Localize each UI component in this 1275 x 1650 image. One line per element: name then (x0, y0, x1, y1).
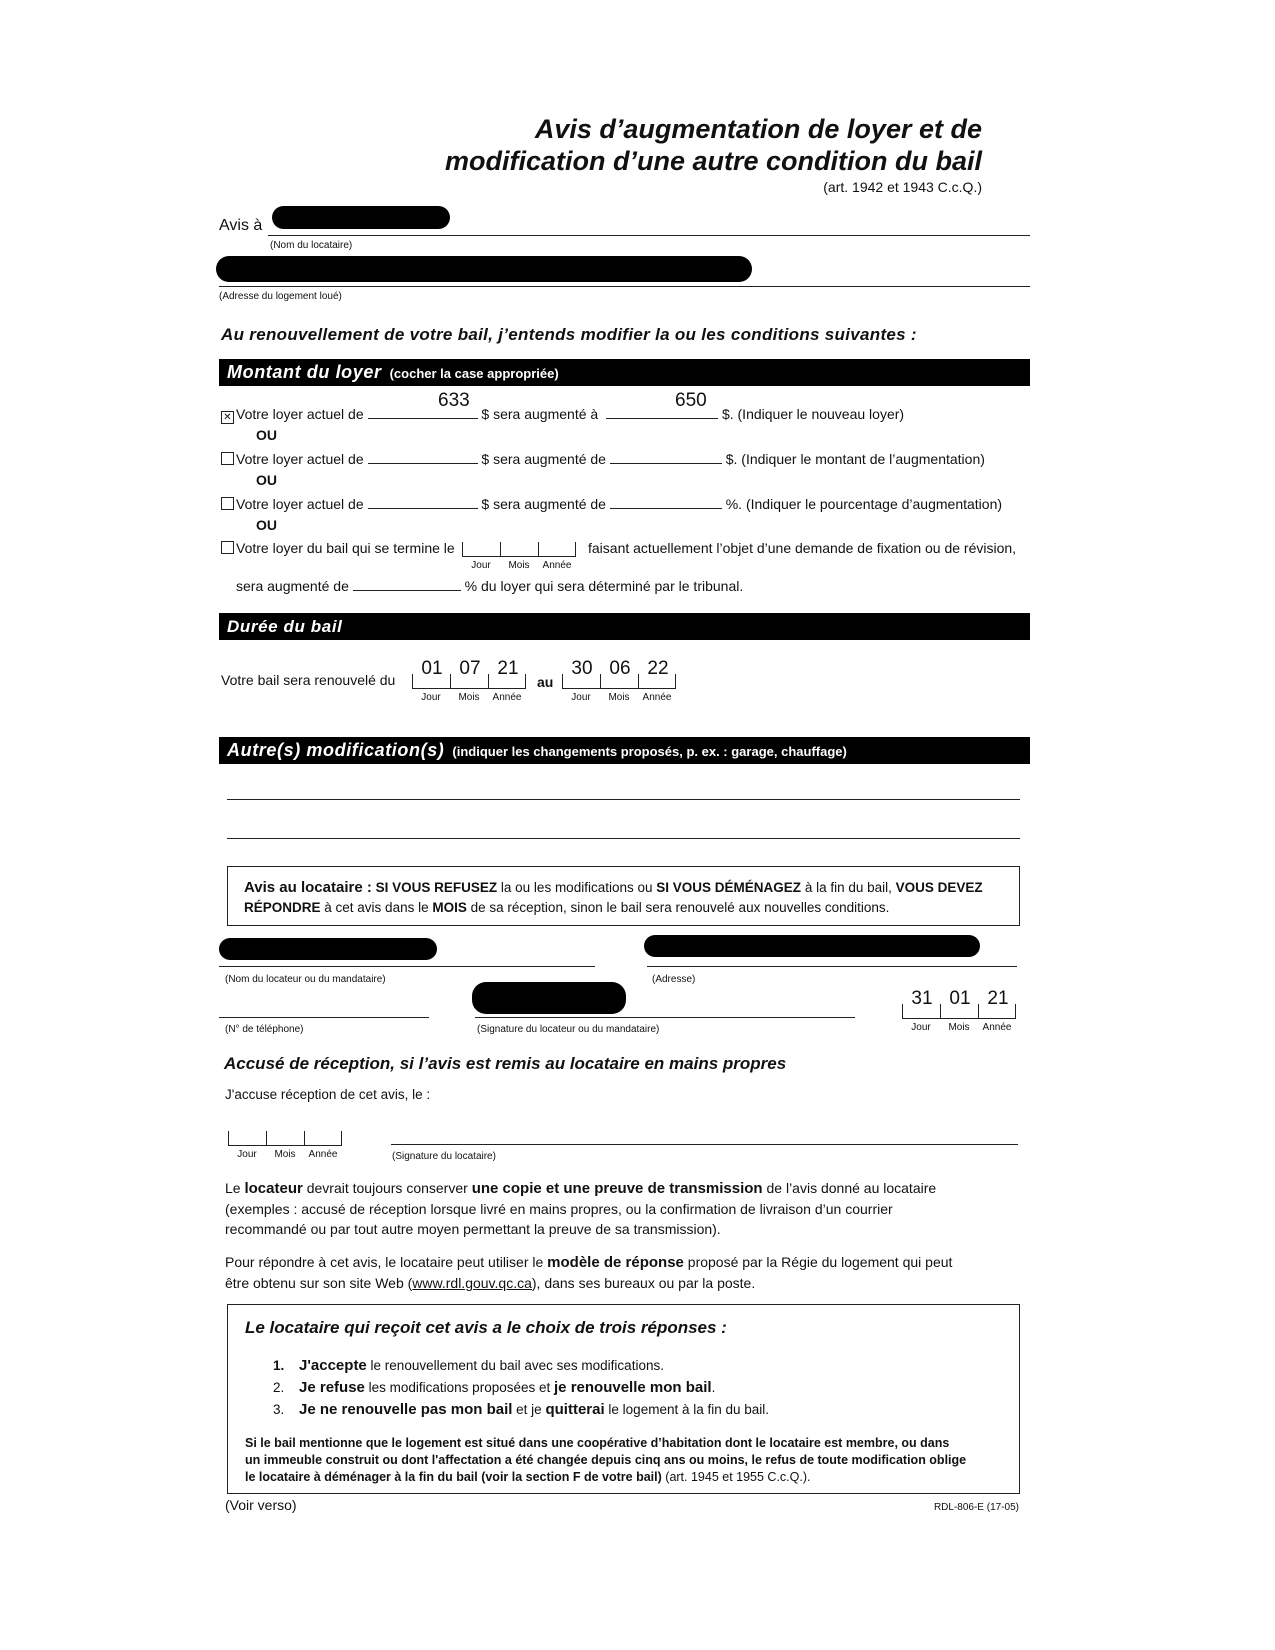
rent-option-2-current-field[interactable] (368, 451, 478, 464)
notice-text-4: de sa réception, sinon le bail sera renouvelé aux nouvelles conditions. (470, 900, 890, 915)
notice-month: MOIS (432, 900, 467, 915)
response-model-paragraph (225, 1252, 1018, 1294)
rent-option-2-checkbox[interactable] (221, 452, 234, 465)
redaction-tenant-address (216, 256, 752, 282)
rent-option-4-line2-prefix: sera augmenté de (236, 578, 349, 594)
choice-2 (273, 1379, 715, 1396)
date-caption-month: Mois (608, 692, 630, 703)
redaction-landlord-signature (472, 982, 626, 1014)
landlord-address-field[interactable] (647, 966, 1017, 967)
rent-option-4-checkbox[interactable] (221, 541, 234, 554)
date-caption-year: Année (982, 1022, 1012, 1033)
choice-2-refuse: Je refuse (299, 1379, 365, 1396)
date-caption-day: Jour (421, 692, 441, 703)
ou-2: OU (256, 472, 277, 488)
date-caption-month: Mois (458, 692, 480, 703)
lease-end-date[interactable] (562, 658, 676, 703)
footnote-line-1: Si le bail mentionne que le logement est situé dans une coopérative d’habitation dont le locataire est membre, ou dans (245, 1436, 950, 1450)
para1-copy-proof: une copie et une preuve de transmission (471, 1180, 763, 1197)
choice-1 (273, 1357, 664, 1374)
landlord-signature-field[interactable] (475, 1017, 855, 1018)
receipt-date[interactable] (228, 1123, 342, 1160)
para1-c: devrait toujours conserver (306, 1180, 468, 1196)
para2-model: modèle de réponse (547, 1254, 684, 1271)
choices-title: Le locataire qui reçoit cet avis a le choix de trois réponses : (245, 1318, 727, 1337)
other-section-title: Autre(s) modification(s) (227, 740, 445, 760)
duration-section-header (219, 613, 1030, 640)
end-day: 30 (571, 658, 593, 679)
rent-section-header (219, 359, 1030, 386)
date-caption-year: Année (642, 692, 672, 703)
date-caption-month: Mois (948, 1022, 970, 1033)
form-title-ref: (art. 1942 et 1943 C.c.Q.) (823, 179, 982, 195)
form-title-line1: Avis d’augmentation de loyer et de (534, 114, 982, 144)
footnote-line-3: le locataire à déménager à la fin du bail (voir la section F de votre bail) (245, 1470, 662, 1484)
redaction-landlord-name (219, 938, 437, 960)
ou-3: OU (256, 517, 277, 533)
choice-3-leave: quitterai (545, 1401, 605, 1418)
notice-label: Avis au locataire : (244, 879, 372, 896)
notice-text-3: à cet avis dans le (324, 900, 429, 915)
tenant-name-field[interactable] (268, 235, 1030, 236)
landlord-name-field[interactable] (219, 966, 595, 967)
date-caption-year: Année (308, 1149, 338, 1160)
choice-2-period: . (711, 1380, 716, 1395)
rent-option-3-mid: $ sera augmenté de (481, 496, 606, 512)
footnote-line-2: un immeuble construit ou dont l'affectation a été changée depuis cinq ans ou moins, le refus de toute modification oblige (245, 1453, 967, 1467)
rent-option-3-prefix: Votre loyer actuel de (236, 496, 364, 512)
date-caption-day: Jour (911, 1022, 931, 1033)
rent-option-3-checkbox[interactable] (221, 497, 234, 510)
landlord-phone-field[interactable] (219, 1017, 429, 1018)
date-caption-day: Jour (471, 560, 491, 571)
choices-footnote (245, 1435, 966, 1486)
other-section-header (219, 737, 1030, 764)
notice-must: VOUS DEVEZ (895, 880, 983, 895)
para1-a: Le (225, 1180, 241, 1196)
rent-option-3-suffix: %. (Indiquer le pourcentage d’augmentation) (725, 496, 1003, 512)
para2-a: Pour répondre à cet avis, le locataire peut utiliser le (225, 1254, 544, 1270)
rent-option-3-current-field[interactable] (368, 496, 478, 509)
choice-1-number: 1. (273, 1358, 285, 1373)
new-rent-value: 650 (675, 390, 707, 411)
start-day: 01 (421, 658, 443, 679)
tenant-signature-field[interactable] (391, 1144, 1018, 1145)
para1-line3: recommandé ou par tout autre moyen permettant la preuve de sa transmission). (225, 1221, 721, 1237)
receipt-label: J'accuse réception de cet avis, le : (225, 1087, 431, 1102)
rent-option-4-line2-suffix: % du loyer qui sera déterminé par le tribunal. (464, 578, 744, 594)
landlord-signature-caption: (Signature du locateur ou du mandataire) (477, 1024, 660, 1035)
rent-option-1 (221, 406, 904, 424)
rent-option-4-line2 (236, 578, 743, 594)
voir-verso: (Voir verso) (225, 1497, 297, 1513)
start-year: 21 (497, 658, 519, 679)
para1-line2: (exemples : accusé de réception lorsque livré en mains propres, ou la confirmation de livraison d’un courrier (225, 1201, 893, 1217)
lease-start-date[interactable] (412, 658, 526, 703)
notice-refuse: SI VOUS REFUSEZ (375, 880, 498, 895)
choices-box (227, 1304, 1020, 1494)
rent-option-4 (221, 540, 455, 556)
redaction-tenant-name (272, 206, 450, 229)
tenant-notice-box (227, 866, 1020, 926)
rdl-website-link[interactable]: www.rdl.gouv.qc.ca (412, 1275, 532, 1291)
rent-option-4-percent-field[interactable] (353, 578, 461, 591)
rent-option-4-suffix: faisant actuellement l’objet d’une demande de fixation ou de révision, (588, 540, 1017, 556)
sign-month: 01 (949, 988, 971, 1009)
rent-section-title: Montant du loyer (227, 362, 382, 382)
para2-d: être obtenu sur son site Web ( (225, 1275, 413, 1291)
choice-3-number: 3. (273, 1402, 285, 1417)
date-caption-year: Année (492, 692, 522, 703)
date-caption-month: Mois (274, 1149, 296, 1160)
date-caption-month: Mois (508, 560, 530, 571)
notice-text-1: la ou les modifications ou (500, 880, 653, 895)
other-modifications-line-1[interactable] (227, 799, 1020, 800)
para1-locateur: locateur (244, 1180, 303, 1197)
para1-e: de l’avis donné au locataire (766, 1180, 937, 1196)
form-title-line2: modification d’une autre condition du bail (445, 146, 982, 176)
rent-option-2-prefix: Votre loyer actuel de (236, 451, 364, 467)
ou-1: OU (256, 427, 277, 443)
landlord-phone-caption: (N° de téléphone) (225, 1024, 304, 1035)
duration-section-title: Durée du bail (227, 617, 343, 636)
end-month: 06 (609, 658, 631, 679)
para2-c: proposé par la Régie du logement qui peut (687, 1254, 953, 1270)
rent-section-subtitle: (cocher la case appropriée) (389, 366, 559, 381)
rent-option-2-suffix: $. (Indiquer le montant de l’augmentation) (725, 451, 985, 467)
notice-text-2: à la fin du bail, (804, 880, 892, 895)
current-rent-value: 633 (438, 390, 470, 411)
landlord-name-caption: (Nom du locateur ou du mandataire) (225, 974, 386, 985)
date-caption-day: Jour (571, 692, 591, 703)
rent-option-1-suffix: $. (Indiquer le nouveau loyer) (721, 406, 905, 422)
rent-option-3 (221, 496, 1002, 512)
start-month: 07 (459, 658, 481, 679)
tenant-address-field[interactable] (219, 286, 1030, 287)
notice-move: SI VOUS DÉMÉNAGEZ (656, 880, 802, 895)
landlord-address-caption: (Adresse) (652, 974, 696, 985)
other-section-subtitle: (indiquer les changements proposés, p. ex. : garage, chauffage) (452, 744, 847, 759)
landlord-signature-date[interactable] (902, 988, 1016, 1033)
para2-e: ), dans ses bureaux ou par la poste. (531, 1275, 756, 1291)
rent-option-1-mid: $ sera augmenté à (481, 406, 599, 422)
choice-3 (273, 1401, 769, 1418)
rent-option-4-prefix: Votre loyer du bail qui se termine le (236, 540, 455, 556)
rent-option-1-prefix: Votre loyer actuel de (236, 406, 364, 422)
choice-3-text-2: le logement à la fin du bail. (608, 1402, 770, 1417)
intro-heading: Au renouvellement de votre bail, j’entends modifier la ou les conditions suivantes : (221, 325, 917, 344)
rent-option-3-percent-field[interactable] (610, 496, 722, 509)
tenant-signature-caption: (Signature du locataire) (392, 1151, 496, 1162)
choice-2-number: 2. (273, 1380, 285, 1395)
redaction-landlord-address (644, 935, 980, 957)
rent-option-4-end-date[interactable] (462, 534, 576, 571)
choice-1-accept: J'accepte (299, 1357, 367, 1374)
tenant-name-caption: (Nom du locataire) (270, 240, 353, 251)
sign-day: 31 (911, 988, 933, 1009)
notice-respond: RÉPONDRE (244, 900, 321, 915)
rent-option-1-checkbox[interactable]: ✕ (221, 411, 234, 424)
receipt-heading: Accusé de réception, si l’avis est remis au locataire en mains propres (224, 1054, 787, 1073)
choice-3-no-renew: Je ne renouvelle pas mon bail (299, 1401, 513, 1418)
duration-label: Votre bail sera renouvelé du (221, 672, 396, 688)
choice-3-text: et je (516, 1402, 542, 1417)
date-caption-day: Jour (237, 1149, 257, 1160)
rent-option-2-increase-field[interactable] (610, 451, 722, 464)
conserve-paragraph (225, 1178, 1018, 1239)
end-year: 22 (647, 658, 669, 679)
duration-au: au (537, 674, 554, 690)
tenant-address-caption: (Adresse du logement loué) (219, 291, 342, 302)
avis-a-label: Avis à (219, 217, 263, 234)
rent-option-2-mid: $ sera augmenté de (481, 451, 606, 467)
rent-option-2 (221, 451, 985, 467)
footnote-articles: (art. 1945 et 1955 C.c.Q.). (665, 1470, 811, 1484)
choice-2-text: les modifications proposées et (368, 1380, 551, 1395)
choice-1-text: le renouvellement du bail avec ses modifications. (370, 1358, 664, 1373)
date-caption-year: Année (542, 560, 572, 571)
sign-year: 21 (987, 988, 1009, 1009)
other-modifications-line-2[interactable] (227, 838, 1020, 839)
choice-2-renew: je renouvelle mon bail (554, 1379, 712, 1396)
form-code: RDL-806-E (17-05) (933, 1502, 1019, 1513)
